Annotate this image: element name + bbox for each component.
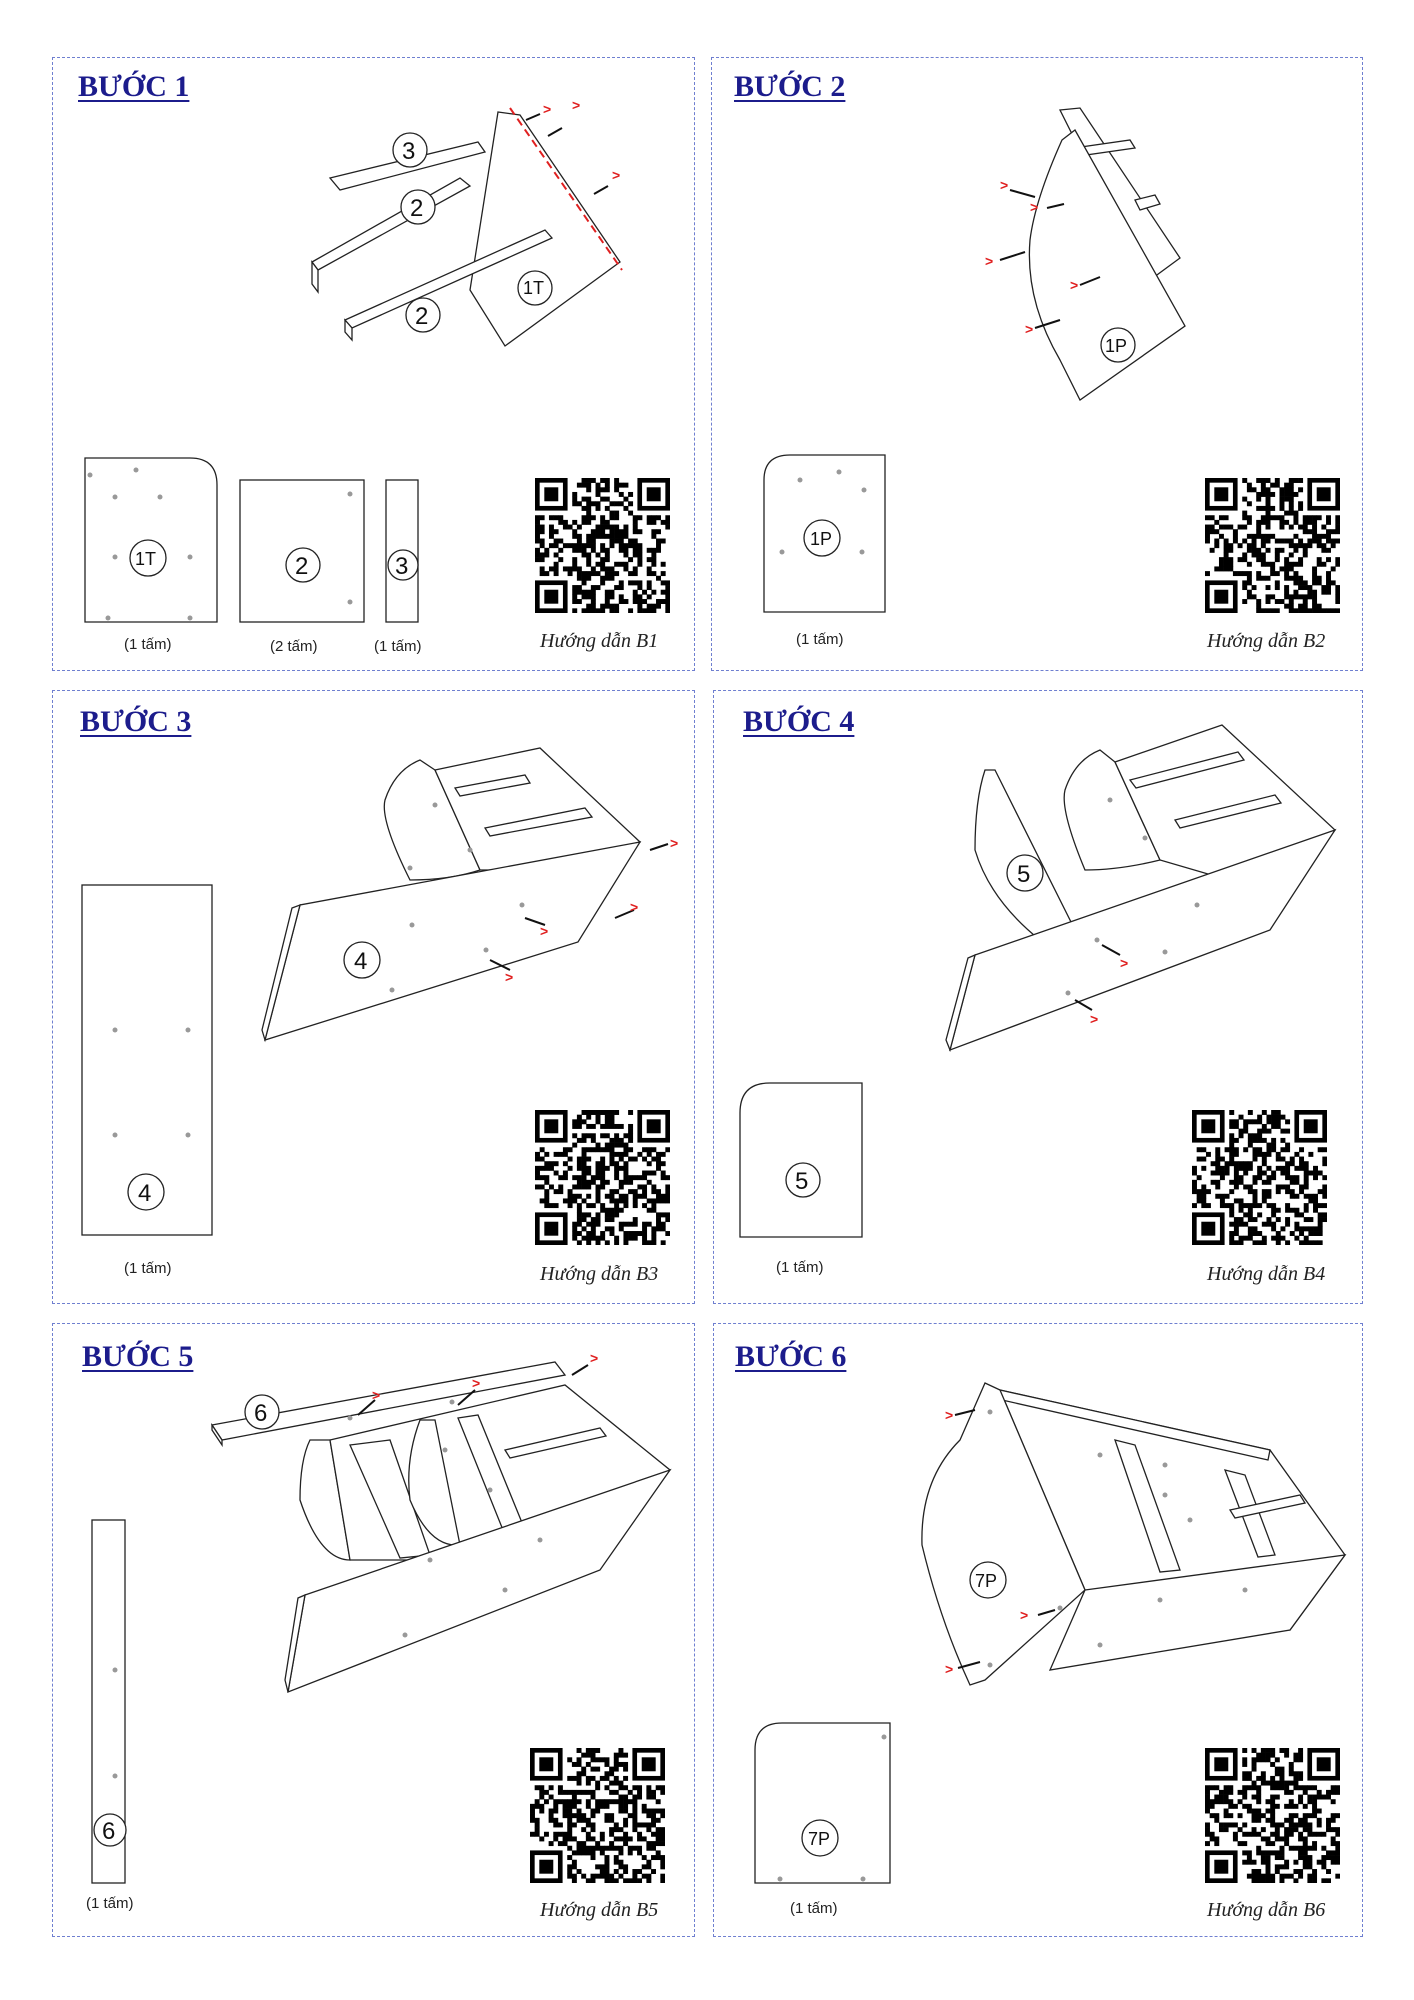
step-1-part-label-1T: 1T [135, 549, 157, 569]
svg-text:>: > [945, 1407, 954, 1423]
step-6-title: BƯỚC 6 [735, 1340, 847, 1373]
svg-text:>: > [945, 1661, 954, 1677]
step-1-part-label-3: 3 [395, 553, 409, 580]
step-3-title: BƯỚC 3 [80, 705, 192, 738]
part-7P-flat [755, 1723, 890, 1883]
svg-text:>: > [985, 253, 994, 269]
step-2-guide: Hướng dẫn B2 [1207, 630, 1326, 652]
svg-text:>: > [1030, 199, 1039, 215]
svg-text:>: > [612, 167, 621, 183]
svg-text:>: > [630, 899, 639, 915]
step-4-guide: Hướng dẫn B4 [1207, 1263, 1326, 1285]
svg-text:>: > [543, 101, 552, 117]
svg-text:>: > [1025, 321, 1034, 337]
step-4-callout-5: 5 [1017, 861, 1031, 888]
step-1-qty-1: (1 tấm) [124, 636, 172, 653]
step-3-qty-1: (1 tấm) [124, 1260, 172, 1277]
svg-text:>: > [1020, 1607, 1029, 1623]
step-2-callout-1P: 1P [1105, 336, 1128, 356]
step-6-callout-7P: 7P [975, 1571, 998, 1591]
step-1-part-label-2: 2 [295, 553, 309, 580]
step-1-qty-2: (2 tấm) [270, 638, 318, 655]
step-6-qty-1: (1 tấm) [790, 1900, 838, 1917]
step-5-qty-1: (1 tấm) [86, 1895, 134, 1912]
step-6-part-label-7P: 7P [808, 1829, 831, 1849]
svg-text:>: > [1090, 1011, 1099, 1027]
svg-text:>: > [1120, 955, 1129, 971]
step-6-qr-code-icon[interactable] [1205, 1748, 1340, 1888]
step-4-part-label-5: 5 [795, 1168, 809, 1195]
step-1-callout-2a: 2 [410, 195, 424, 222]
step-1-callout-1T: 1T [523, 278, 545, 298]
step-3-part-label-4: 4 [138, 1180, 152, 1207]
step-1-callout-2b: 2 [415, 303, 429, 330]
svg-text:>: > [372, 1387, 381, 1403]
step-5-part-label-6: 6 [102, 1818, 116, 1845]
svg-text:>: > [590, 1350, 599, 1366]
step-2-title: BƯỚC 2 [734, 70, 846, 103]
step-5-title: BƯỚC 5 [82, 1340, 194, 1373]
step-3-guide: Hướng dẫn B3 [540, 1263, 659, 1285]
step-5-guide: Hướng dẫn B5 [540, 1899, 659, 1921]
svg-text:>: > [540, 923, 549, 939]
step-5-callout-6: 6 [254, 1400, 268, 1427]
svg-text:>: > [505, 969, 514, 985]
svg-text:>: > [572, 97, 581, 113]
svg-text:>: > [1070, 277, 1079, 293]
step-1-callout-3: 3 [402, 138, 416, 165]
step-3-callout-4: 4 [354, 948, 368, 975]
step-6-guide: Hướng dẫn B6 [1207, 1899, 1326, 1921]
step-1-qty-3: (1 tấm) [374, 638, 422, 655]
step-1-guide: Hướng dẫn B1 [540, 630, 659, 652]
step-2-part-label-1P: 1P [810, 529, 833, 549]
step-4-qty-1: (1 tấm) [776, 1259, 824, 1276]
svg-text:>: > [1000, 177, 1009, 193]
step-2-qty-1: (1 tấm) [796, 631, 844, 648]
svg-text:>: > [670, 835, 679, 851]
step-4-title: BƯỚC 4 [743, 705, 855, 738]
step-1-title: BƯỚC 1 [78, 70, 190, 103]
svg-text:>: > [472, 1375, 481, 1391]
